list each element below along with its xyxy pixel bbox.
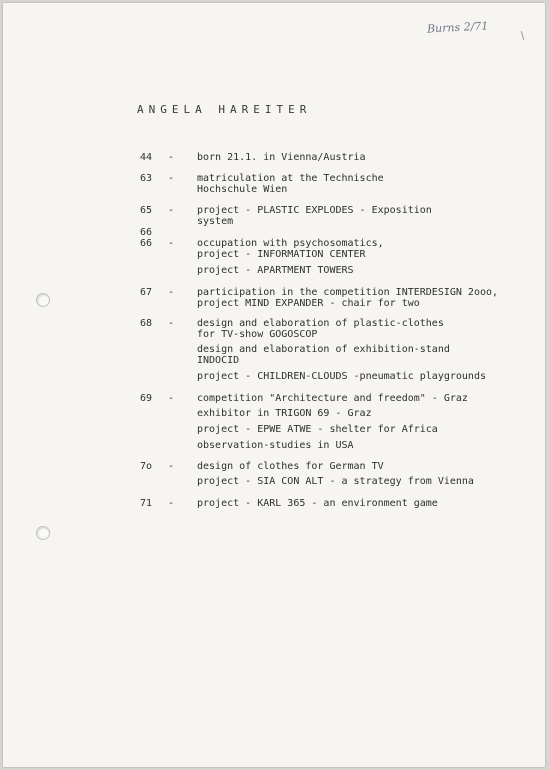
entry-text: system: [197, 216, 234, 227]
entry-line: [140, 476, 474, 487]
pencil-mark: [521, 31, 524, 40]
entry-line: [140, 227, 164, 238]
entry-year: 68: [140, 318, 153, 329]
entry-year: 65: [140, 205, 153, 216]
entry-year: 71: [140, 498, 153, 509]
punch-hole-top: [36, 293, 50, 307]
entry-line: [140, 344, 450, 355]
entry-text: project - KARL 365 - an environment game: [197, 498, 438, 509]
entry-line: [140, 216, 234, 227]
entry-text: project - PLASTIC EXPLODES - Exposition: [197, 205, 432, 216]
entry-year: 7o: [140, 461, 153, 472]
entry-line: [140, 498, 438, 509]
entry-line: [140, 249, 366, 260]
entry-dash: -: [168, 393, 175, 404]
entry-text: design and elaboration of plastic-clothes: [197, 318, 444, 329]
entry-text: project - INFORMATION CENTER: [197, 249, 366, 260]
document-title: ANGELA HAREITER: [137, 103, 312, 116]
entry-year: 63: [140, 173, 153, 184]
entry-dash: -: [168, 498, 175, 509]
entry-line: [140, 440, 354, 451]
handwritten-annotation: Burns 2/71: [426, 19, 489, 36]
entry-text: design and elaboration of exhibition-stand: [197, 344, 450, 355]
entry-dash: -: [168, 205, 175, 216]
entry-line: [140, 408, 372, 419]
entry-dash: -: [168, 173, 175, 184]
entry-text: observation-studies in USA: [197, 440, 354, 451]
entry-line: [140, 371, 486, 382]
entry-year: 66: [140, 238, 153, 249]
entry-text: competition "Architecture and freedom" - Graz: [197, 393, 468, 404]
entry-year: 66: [140, 227, 153, 238]
entry-text: matriculation at the Technische: [197, 173, 384, 184]
entry-year: 69: [140, 393, 153, 404]
entry-line: [140, 173, 384, 184]
entry-line: [140, 329, 318, 340]
entry-line: [140, 355, 240, 366]
entry-text: participation in the competition INTERDESIGN 2ooo,: [197, 287, 499, 298]
entry-dash: -: [168, 318, 175, 329]
punch-hole-bottom: [36, 526, 50, 540]
entry-dash: -: [168, 238, 175, 249]
entry-text: born 21.1. in Vienna/Austria: [197, 152, 366, 163]
entry-text: Hochschule Wien: [197, 184, 288, 195]
entry-line: [140, 318, 444, 329]
entry-dash: -: [168, 287, 175, 298]
entry-line: [140, 184, 288, 195]
entry-text: INDOCID: [197, 355, 240, 366]
entry-text: for TV-show GOGOSCOP: [197, 329, 318, 340]
entry-text: design of clothes for German TV: [197, 461, 384, 472]
entry-text: project - SIA CON ALT - a strategy from Vienna: [197, 476, 474, 487]
entry-text: exhibitor in TRIGON 69 - Graz: [197, 408, 372, 419]
entry-line: [140, 393, 468, 404]
entry-text: project - EPWE ATWE - shelter for Africa: [197, 424, 438, 435]
entry-year: 44: [140, 152, 153, 163]
entry-line: [140, 287, 499, 298]
entry-text: occupation with psychosomatics,: [197, 238, 384, 249]
entry-line: [140, 152, 366, 163]
document-page: [3, 3, 545, 767]
entry-line: [140, 298, 420, 309]
entry-line: [140, 205, 432, 216]
entry-text: project - CHILDREN-CLOUDS -pneumatic playgrounds: [197, 371, 486, 382]
entry-line: [140, 424, 438, 435]
entry-text: project - APARTMENT TOWERS: [197, 265, 354, 276]
entry-text: project MIND EXPANDER - chair for two: [197, 298, 420, 309]
entry-dash: -: [168, 152, 175, 163]
entry-year: 67: [140, 287, 153, 298]
entry-line: [140, 265, 354, 276]
entry-dash: -: [168, 461, 175, 472]
entry-line: [140, 461, 384, 472]
entry-line: [140, 238, 384, 249]
